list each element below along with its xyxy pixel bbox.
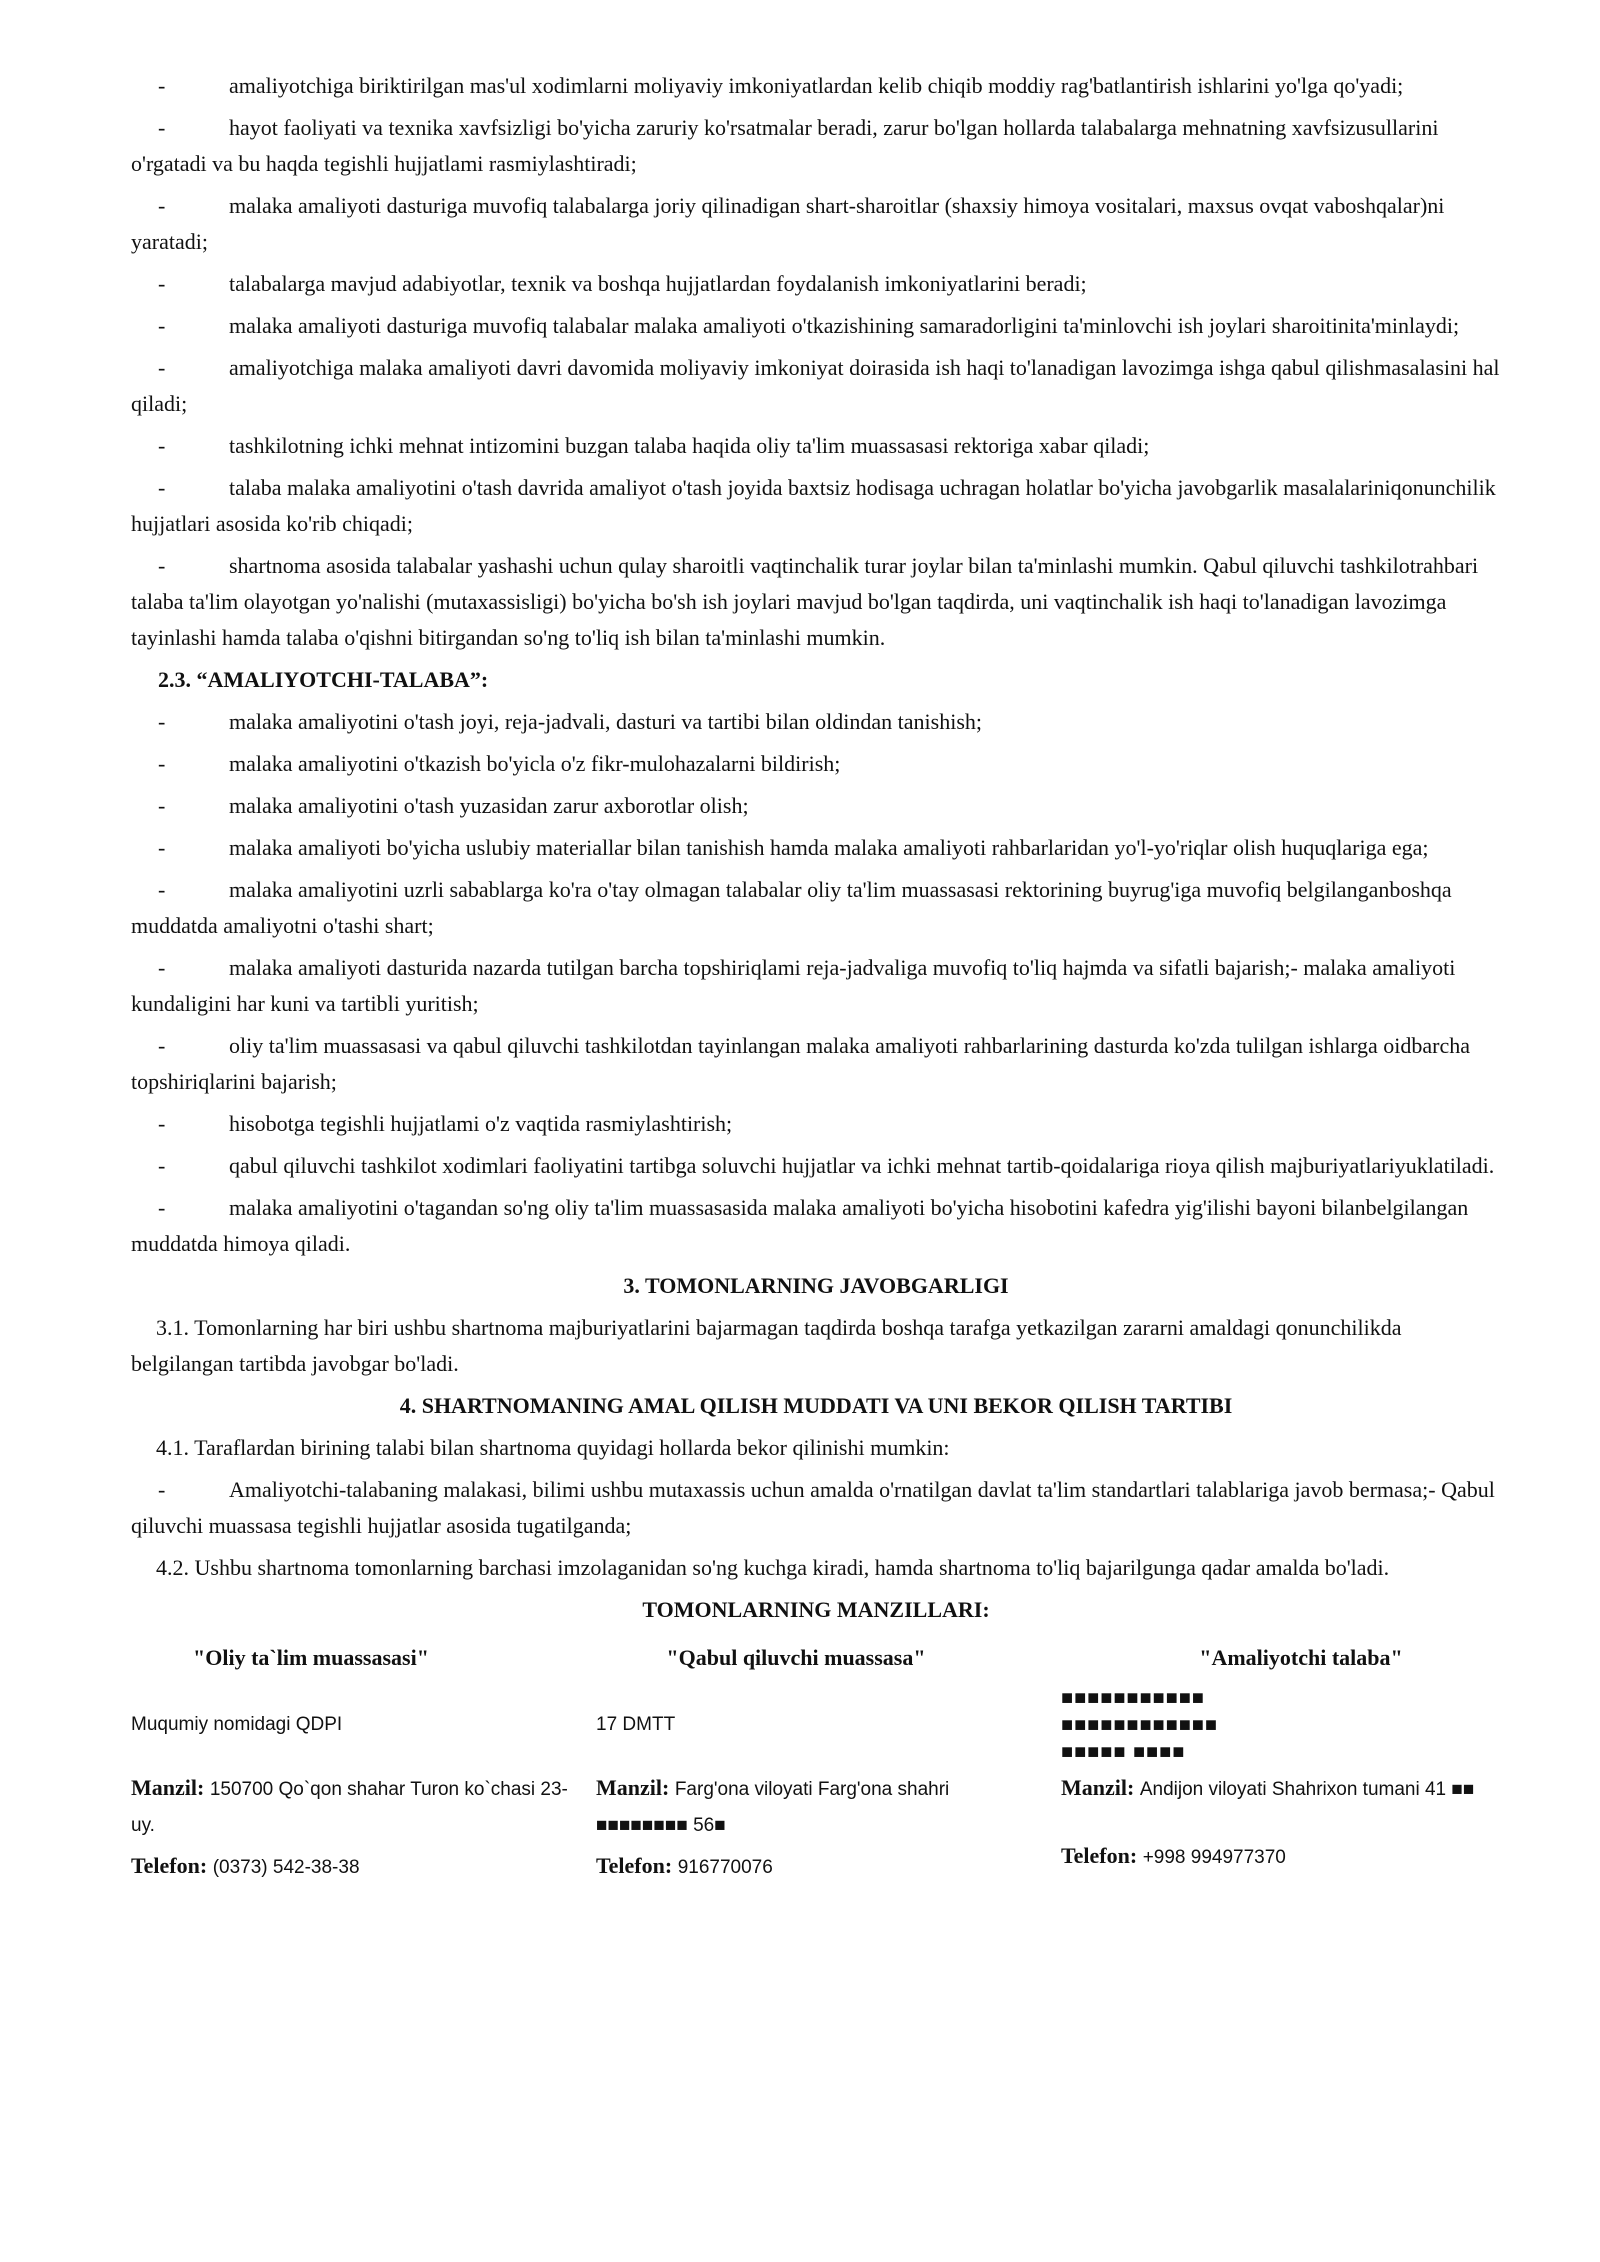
phone-value: (0373) 542-38-38 xyxy=(212,1857,360,1878)
redacted-name-line: ■■■■■ ■■■■ xyxy=(1061,1740,1186,1763)
section-2-2-list xyxy=(131,68,1501,656)
section-4-1-paragraph: 4.1. Taraflardan birining talabi bilan shartnoma quyidagi hollarda bekor qilinishi mumkin: xyxy=(156,1435,950,1460)
list-item: - malaka amaliyotini o'tash joyi, reja-jadvali, dasturi va tartibi bilan oldindan tanishish; xyxy=(131,704,1501,740)
dash: - xyxy=(158,793,166,818)
dash: - xyxy=(158,835,166,860)
dash: - xyxy=(158,709,166,734)
section-4-2-paragraph: 4.2. Ushbu shartnoma tomonlarning barchasi imzolaganidan so'ng kuchga kiradi, hamda shartnoma to'liq bajarilgunga qadar amalda bo'ladi. xyxy=(156,1555,1390,1580)
list-item: - malaka amaliyoti dasturida nazarda tutilgan barcha topshiriqlami reja-jadvaliga muvofiq to'liq hajmda va sifatli bajarish;- malaka amaliyoti kundaligini har kuni va tartibli yuritish; xyxy=(131,950,1501,1022)
dash: - xyxy=(158,1477,166,1502)
list-item: - talabalarga mavjud adabiyotlar, texnik va boshqa hujjatlardan foydalanish imkoniyatlarini beradi; xyxy=(131,266,1501,302)
list-item: - malaka amaliyotini o'tagandan so'ng oliy ta'lim muassasasida malaka amaliyoti bo'yicha hisobotini kafedra yig'ilishi bayoni bilanbelgilangan muddatda himoya qiladi. xyxy=(131,1190,1501,1262)
list-item: - qabul qiluvchi tashkilot xodimlari faoliyatini tartibga soluvchi hujjatlar va ichki mehnat tartib-qoidalariga rioya qilish majburiyatlariyuklatiladi. xyxy=(131,1148,1501,1184)
redacted-name-line: ■■■■■■■■■■■ xyxy=(1061,1686,1205,1709)
list-item: - shartnoma asosida talabalar yashashi uchun qulay sharoitli vaqtinchalik turar joylar bilan ta'minlashi mumkin. Qabul qiluvchi tashkilotrahbari talaba ta'lim olayotgan yo'nalishi (mutaxassisligi) bo'yicha bo'sh ish joylari mavjud bo'lgan taqdirda, uni vaqtinchalik ish haqi to'lanadigan lavozimga tayinlashi hamda talaba o'qishni bitirgandan so'ng to'liq ish bilan ta'minlashi mumkin. xyxy=(131,548,1501,656)
list-item: - malaka amaliyotini o'tash yuzasidan zarur axborotlar olish; xyxy=(131,788,1501,824)
address-value: Andijon viloyati Shahrixon tumani 41 ■■ xyxy=(1139,1779,1475,1800)
dash: - xyxy=(158,1153,166,1178)
party-columns xyxy=(131,1640,1501,1884)
party-name: 17 DMTT xyxy=(596,1714,676,1735)
party-heading: "Amaliyotchi talaba" xyxy=(1199,1645,1403,1670)
contract-page xyxy=(131,68,1501,1884)
dash: - xyxy=(158,1195,166,1220)
party-address xyxy=(1061,1770,1501,1832)
party-heading: "Qabul qiluvchi muassasa" xyxy=(666,1645,926,1670)
party-student xyxy=(1061,1640,1501,1884)
list-item: - amaliyotchiga malaka amaliyoti davri davomida moliyaviy imkoniyat doirasida ish haqi to'lanadigan lavozimga ishga qabul qilishmasalasini hal qiladi; xyxy=(131,350,1501,422)
dash: - xyxy=(158,355,166,380)
dash: - xyxy=(158,1111,166,1136)
list-item: - malaka amaliyotini o'tkazish bo'yicla o'z fikr-mulohazalarni bildirish; xyxy=(131,746,1501,782)
party-phone xyxy=(1061,1838,1501,1874)
dash: - xyxy=(158,955,166,980)
dash: - xyxy=(158,475,166,500)
list-item: - malaka amaliyoti bo'yicha uslubiy materiallar bilan tanishish hamda malaka amaliyoti rahbarlaridan yo'l-yo'riqlar olish huquqlariga ega; xyxy=(131,830,1501,866)
party-address xyxy=(131,1770,571,1842)
list-item: - amaliyotchiga biriktirilgan mas'ul xodimlarni moliyaviy imkoniyatlardan kelib chiqib moddiy rag'batlantirish ishlarini yo'lga qo'yadi; xyxy=(131,68,1501,104)
list-item: - malaka amaliyotini uzrli sabablarga ko'ra o'tay olmagan talabalar oliy ta'lim muassasasi rektorining buyrug'iga muvofiq belgilanganboshqa muddatda amaliyotni o'tashi shart; xyxy=(131,872,1501,944)
dash: - xyxy=(158,193,166,218)
list-item: - tashkilotning ichki mehnat intizomini buzgan talaba haqida oliy ta'lim muassasasi rektoriga xabar qiladi; xyxy=(131,428,1501,464)
list-item: - talaba malaka amaliyotini o'tash davrida amaliyot o'tash joyida baxtsiz hodisaga uchragan holatlar bo'yicha javobgarlik masalalariniqonunchilik hujjatlari asosida ko'rib chiqadi; xyxy=(131,470,1501,542)
section-3-title: 3. TOMONLARNING JAVOBGARLIGI xyxy=(623,1273,1009,1298)
party-phone xyxy=(596,1848,1036,1884)
phone-label: Telefon: xyxy=(596,1853,673,1878)
dash: - xyxy=(158,115,166,140)
address-value: Farg'ona viloyati Farg'ona shahri ■■■■■■■■ 56■ xyxy=(596,1779,950,1836)
dash: - xyxy=(158,553,166,578)
dash: - xyxy=(158,73,166,98)
address-label: Manzil: xyxy=(131,1775,205,1800)
phone-label: Telefon: xyxy=(131,1853,208,1878)
party-name: Muqumiy nomidagi QDPI xyxy=(131,1714,343,1735)
dash: - xyxy=(158,433,166,458)
section-3-1-paragraph: 3.1. Tomonlarning har biri ushbu shartnoma majburiyatlarini bajarmagan taqdirda boshqa tarafga yetkazilgan zararni amaldagi qonunchilikda belgilangan tartibda javobgar bo'ladi. xyxy=(131,1315,1402,1376)
section-2-3-list xyxy=(131,704,1501,1262)
section-4-title: 4. SHARTNOMANING AMAL QILISH MUDDATI VA UNI BEKOR QILISH TARTIBI xyxy=(399,1393,1233,1418)
phone-label: Telefon: xyxy=(1061,1843,1138,1868)
list-item: - Amaliyotchi-talabaning malakasi, bilimi ushbu mutaxassis uchun amalda o'rnatilgan davlat ta'lim standartlari talablariga javob bermasa;- Qabul qiluvchi muassasa tegishli hujjatlar asosida tugatilganda; xyxy=(131,1472,1501,1544)
list-item: - malaka amaliyoti dasturiga muvofiq talabalarga joriy qilinadigan shart-sharoitlar (shaxsiy himoya vositalari, maxsus ovqat vaboshqalar)ni yaratadi; xyxy=(131,188,1501,260)
address-label: Manzil: xyxy=(596,1775,670,1800)
party-university xyxy=(131,1640,571,1884)
list-item: - hisobotga tegishli hujjatlami o'z vaqtida rasmiylashtirish; xyxy=(131,1106,1501,1142)
dash: - xyxy=(158,313,166,338)
dash: - xyxy=(158,751,166,776)
list-item: - hayot faoliyati va texnika xavfsizligi bo'yicha zaruriy ko'rsatmalar beradi, zarur bo'lgan hollarda talabalarga mehnatning xavfsizusullarini o'rgatadi va bu haqda tegishli hujjatlami rasmiylashtiradi; xyxy=(131,110,1501,182)
section-2-3-title: 2.3. “AMALIYOTCHI-TALABA”: xyxy=(158,667,489,692)
party-host-institution xyxy=(596,1640,1036,1884)
phone-value: 916770076 xyxy=(677,1857,773,1878)
party-phone xyxy=(131,1848,571,1884)
dash: - xyxy=(158,877,166,902)
list-item: - oliy ta'lim muassasasi va qabul qiluvchi tashkilotdan tayinlangan malaka amaliyoti rahbarlarining dasturda ko'zda tulilgan ishlarga oidbarcha topshiriqlarini bajarish; xyxy=(131,1028,1501,1100)
addresses-title: TOMONLARNING MANZILLARI: xyxy=(642,1597,990,1622)
party-heading: "Oliy ta`lim muassasasi" xyxy=(193,1645,429,1670)
address-value: 150700 Qo`qon shahar Turon ko`chasi 23-uy. xyxy=(131,1779,568,1836)
redacted-name-line: ■■■■■■■■■■■■ xyxy=(1061,1713,1218,1736)
dash: - xyxy=(158,1033,166,1058)
phone-value: +998 994977370 xyxy=(1142,1847,1286,1868)
party-address xyxy=(596,1770,1036,1842)
list-item: - malaka amaliyoti dasturiga muvofiq talabalar malaka amaliyoti o'tkazishining samaradorligini ta'minlovchi ish joylari sharoitinita'minlaydi; xyxy=(131,308,1501,344)
dash: - xyxy=(158,271,166,296)
address-label: Manzil: xyxy=(1061,1775,1135,1800)
